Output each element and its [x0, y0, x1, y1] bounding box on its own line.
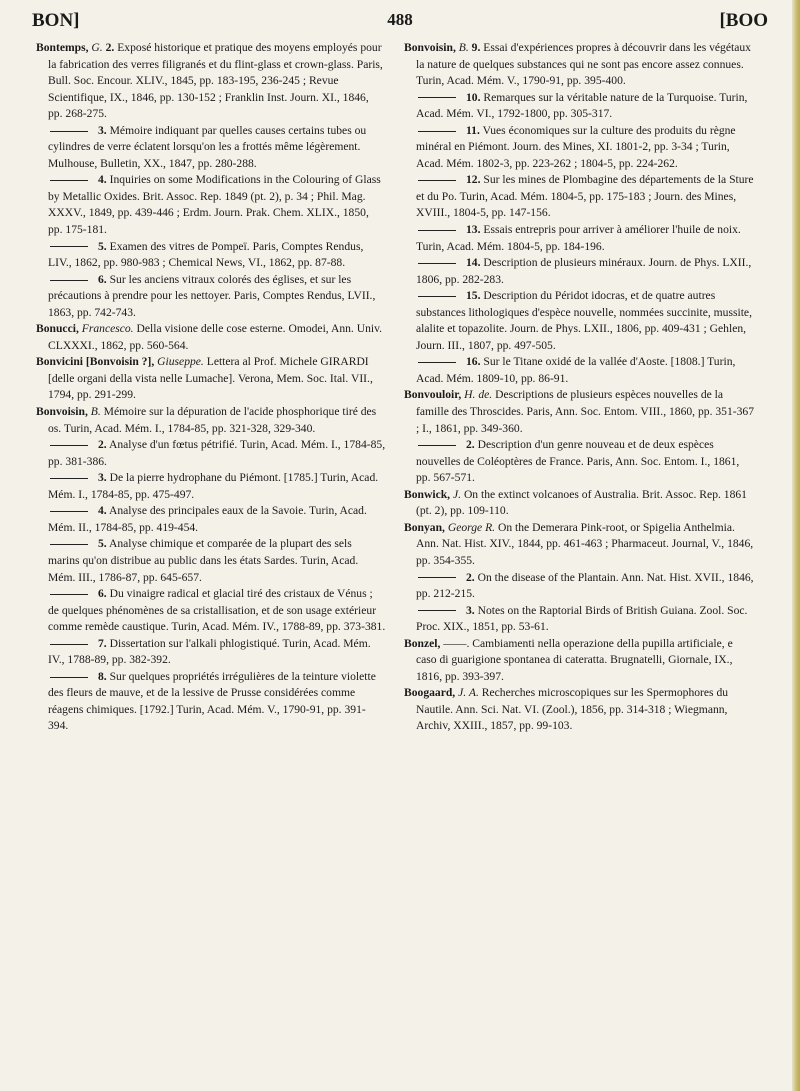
- ditto-rule: [418, 296, 456, 297]
- entry-number: 2.: [466, 570, 475, 584]
- entry-author: G.: [91, 41, 103, 54]
- bibliography-entry: [404, 387, 754, 437]
- entry-number: 12.: [466, 173, 481, 187]
- entry-author-dash: ——.: [443, 636, 470, 650]
- entry-author: B.: [458, 41, 469, 54]
- entry-text: Cambiamenti nella operazione della pupilla artificiale, e caso di guarigione spontanea di cateratta. Brugnatelli, Giornale, IX., 1816, pp. 393-397.: [416, 636, 733, 683]
- entry-text: Mémoire indiquant par quelles causes certains tubes ou cylindres de verre éclatent lorsqu'on les a frottés même légèrement. Mulhouse, Bulletin, XX., 1847, pp. 280-288.: [48, 123, 367, 170]
- ditto-rule: [50, 594, 88, 595]
- entry-number: 9.: [471, 41, 481, 54]
- entry-text: Analyse chimique et comparée de la plupart des sels marins qu'on distribue au public dans les états Sardes. Turin, Acad. Mém. III., 1786-87, pp. 645-657.: [48, 537, 359, 584]
- ditto-rule: [418, 97, 456, 98]
- entry-number: 11.: [466, 123, 480, 137]
- bibliography-entry: [36, 272, 386, 322]
- ditto-rule: [50, 280, 88, 281]
- entry-number: 4.: [98, 504, 107, 518]
- entry-number: 3.: [466, 603, 475, 617]
- entry-text: Description de plusieurs minéraux. Journ. de Phys. LXII., 1806, pp. 282-283.: [416, 256, 752, 286]
- entry-author: Giuseppe.: [157, 355, 204, 369]
- ditto-rule: [418, 263, 456, 264]
- entry-headword: Bontemps,: [36, 41, 89, 54]
- entry-text: Sur les mines de Plombagine des départements de la Sture et du Po. Turin, Acad. Mém. 1804-5, pp. 175-183 ; Journ. des Mines, XVIII., 1804-5, pp. 147-156.: [416, 173, 754, 220]
- bibliography-entry: [36, 503, 386, 536]
- bibliography-entry: [404, 603, 754, 636]
- bibliography-entry: [404, 487, 754, 520]
- bibliography-entry: [36, 586, 386, 636]
- entry-text: Description du Péridot idocras, et de quatre autres substances lithologiques d'espèce nouvelle, nommées succinite, mussite, alalite et topazolite. Journ. de Phys. LXII., 1806, pp. 409-431 ; Gehlen, Journ. III., 1807, pp. 497-505.: [416, 289, 752, 352]
- ditto-rule: [50, 246, 88, 247]
- ditto-rule: [418, 362, 456, 363]
- bibliography-entry: [36, 669, 386, 735]
- ditto-rule: [50, 644, 88, 645]
- ditto-rule: [418, 131, 456, 132]
- entry-headword: Bonyan,: [404, 520, 445, 534]
- entry-author: J.: [452, 487, 462, 501]
- entry-number: 5.: [98, 239, 107, 253]
- entry-number: 13.: [466, 223, 481, 237]
- entry-number: 10.: [466, 90, 481, 104]
- entry-number: 2.: [98, 438, 107, 452]
- right-column: [404, 40, 754, 735]
- entry-text: Sur les anciens vitraux colorés des églises, et sur les précautions à prendre pour les nettoyer. Paris, Comptes Rendus, LVII., 1863, pp. 742-743.: [48, 272, 376, 319]
- entry-number: 2.: [466, 438, 475, 452]
- entry-headword: Bonvoisin,: [404, 41, 456, 54]
- entry-text: Della visione delle cose esterne. Omodei, Ann. Univ. CLXXXI., 1862, pp. 560-564.: [48, 322, 383, 352]
- entry-headword: Bonvouloir,: [404, 388, 462, 402]
- bibliography-entry: [36, 636, 386, 669]
- bibliography-entry: [36, 470, 386, 503]
- bibliography-entry: [404, 354, 754, 387]
- bibliography-entry: [404, 255, 754, 288]
- bibliography-entry: [36, 123, 386, 173]
- entry-text: On the disease of the Plantain. Ann. Nat. Hist. XVII., 1846, pp. 212-215.: [416, 570, 754, 601]
- bibliography-entry: [404, 222, 754, 255]
- bibliography-entry: [404, 570, 754, 603]
- entry-text: Vues économiques sur la culture des produits du règne minéral en Piémont. Journ. des Mines, XI. 1801-2, pp. 3-34 ; Turin, Acad. Mém. 1802-3, pp. 223-262 ; 1804-5, pp. 224-262.: [416, 123, 736, 170]
- bibliography-entry: [36, 437, 386, 470]
- entry-text: Analyse des principales eaux de la Savoie. Turin, Acad. Mém. II., 1784-85, pp. 419-454.: [48, 504, 367, 534]
- entry-headword: Boogaard,: [404, 686, 456, 700]
- entry-text: Essais entrepris pour arriver à améliorer l'huile de noix. Turin, Acad. Mém. 1804-5, pp. 184-196.: [416, 223, 741, 253]
- entry-text: Sur quelques propriétés irrégulières de la teinture violette des fleurs de mauve, et de la lessive de Prusse considérées comme réagens chimiques. [1792.] Turin, Acad. Mém. V., 1790-91, pp. 391-394.: [48, 669, 376, 733]
- entry-number: 8.: [98, 669, 107, 683]
- ditto-rule: [418, 610, 456, 611]
- entry-number: 3.: [98, 471, 107, 485]
- bibliography-entry: [36, 404, 386, 437]
- entry-text: Recherches microscopiques sur les Spermophores du Nautile. Ann. Sci. Nat. VI. (Zool.), 1856, pp. 314-318 ; Wiegmann, Archiv, XXIII., 1857, pp. 99-103.: [416, 686, 729, 733]
- bibliography-entry: [404, 172, 754, 222]
- entry-number: 3.: [98, 123, 107, 137]
- ditto-rule: [418, 180, 456, 181]
- bibliography-entry: [36, 172, 386, 238]
- entry-author: George R.: [447, 520, 496, 534]
- entry-text: On the extinct volcanoes of Australia. Brit. Assoc. Rep. 1861 (pt. 2), pp. 109-110.: [416, 487, 747, 518]
- entry-text: Remarques sur la véritable nature de la Turquoise. Turin, Acad. Mém. VI., 1792-1800, pp. 305-317.: [416, 90, 748, 121]
- entry-text: Lettera al Prof. Michele GIRARDI [delle organi della vista nelle Lumache]. Verona, Mem. Soc. Ital. VII., 1794, pp. 291-299.: [48, 355, 373, 402]
- entry-text: On the Demerara Pink-root, or Spigelia Anthelmia. Ann. Nat. Hist. XIV., 1844, pp. 461-463 ; Pharmaceut. Journal, V., 1846, pp. 354-355.: [416, 520, 754, 567]
- entry-number: 16.: [466, 355, 481, 369]
- entry-text: Descriptions de plusieurs espèces nouvelles de la famille des Throscides. Paris, Ann. Soc. Entom. VIII., 1860, pp. 351-367 ; I., 1861, pp. 349-360.: [416, 388, 755, 435]
- entry-number: 7.: [98, 636, 107, 650]
- entry-text: De la pierre hydrophane du Piémont. [1785.] Turin, Acad. Mém. I., 1784-85, pp. 475-497.: [48, 471, 379, 501]
- entry-headword: Bonwick,: [404, 487, 451, 501]
- left-column: [36, 40, 386, 735]
- page-edge: [792, 0, 800, 1091]
- entry-text: Examen des vitres de Pompeï. Paris, Comptes Rendus, LIV., 1862, pp. 980-983 ; Chemical News, VI., 1862, pp. 87-88.: [48, 239, 364, 270]
- ditto-rule: [50, 677, 88, 678]
- entry-text: Dissertation sur l'alkali phlogistiqué. Turin, Acad. Mém. IV., 1788-89, pp. 382-392.: [48, 636, 371, 667]
- bibliography-entry: [404, 40, 754, 90]
- ditto-rule: [50, 544, 88, 545]
- bibliography-entry: [404, 288, 754, 354]
- entry-text: Essai d'expériences propres à découvrir dans les végétaux la nature de quelques substances qui ne sont pas encore assez connues. Turin, Acad. Mém. V., 1790-91, pp. 395-400.: [416, 41, 751, 88]
- entry-headword: Bonvoisin,: [36, 405, 88, 419]
- ditto-rule: [418, 445, 456, 446]
- entry-text: Inquiries on some Modifications in the Colouring of Glass by Metallic Oxides. Brit. Assoc. Rep. 1849 (pt. 2), p. 34 ; Phil. Mag. XXXV., 1849, pp. 439-446 ; Erdm. Journ. Prak. Chem. XLIX., 1850, pp. 175-181.: [48, 173, 381, 237]
- ditto-rule: [50, 478, 88, 479]
- page-header: [32, 10, 768, 36]
- bibliography-entry: [404, 636, 754, 686]
- bibliography-entry: [36, 354, 386, 404]
- bibliography-entry: [36, 40, 386, 123]
- bibliography-entry: [36, 321, 386, 354]
- entry-author: H. de.: [464, 388, 493, 402]
- entry-author: Francesco.: [81, 322, 134, 336]
- entry-text: Du vinaigre radical et glacial tiré des cristaux de Vénus ; de quelques phénomènes de sa cristallisation, et de son usage extérieur comme remède caustique. Turin, Acad. Mém. IV., 1788-89, pp. 373-381.: [48, 587, 386, 634]
- entry-headword: Bonzel,: [404, 636, 441, 650]
- entry-text: Sur le Titane oxidé de la vallée d'Aoste. [1808.] Turin, Acad. Mém. 1809-10, pp. 86-91.: [416, 355, 736, 385]
- entry-text: Notes on the Raptorial Birds of British Guiana. Zool. Soc. Proc. XIX., 1851, pp. 53-61.: [416, 603, 748, 634]
- bibliography-entry: [404, 520, 754, 570]
- header-right: [BOO: [719, 10, 768, 31]
- ditto-rule: [50, 445, 88, 446]
- entry-headword: Bonucci,: [36, 322, 79, 336]
- entry-headword: Bonvicini [Bonvoisin ?],: [36, 355, 155, 369]
- page-number: 488: [387, 10, 413, 29]
- bibliography-entry: [404, 90, 754, 123]
- entry-number: 6.: [98, 587, 107, 601]
- entry-text: Analyse d'un fœtus pétrifié. Turin, Acad. Mém. I., 1784-85, pp. 381-386.: [48, 438, 386, 468]
- header-left: BON]: [32, 10, 80, 31]
- entry-number: 4.: [98, 173, 107, 187]
- entry-number: 15.: [466, 289, 481, 303]
- bibliography-entry: [36, 536, 386, 586]
- ditto-rule: [418, 230, 456, 231]
- ditto-rule: [418, 577, 456, 578]
- entry-text: Mémoire sur la dépuration de l'acide phosphorique tiré des os. Turin, Acad. Mém. I., 1784-85, pp. 321-328, 329-340.: [48, 405, 377, 435]
- bibliography-entry: [404, 685, 754, 735]
- bibliography-entry: [36, 239, 386, 272]
- entry-number: 14.: [466, 256, 481, 270]
- entry-number: 6.: [98, 272, 107, 286]
- ditto-rule: [50, 511, 88, 512]
- ditto-rule: [50, 180, 88, 181]
- entry-text: Description d'un genre nouveau et de deux espèces nouvelles de Coléoptères de France. Paris, Ann. Soc. Entom. I., 1861, pp. 567-571.: [416, 438, 740, 485]
- entry-author: B.: [90, 405, 101, 419]
- entry-text: Exposé historique et pratique des moyens employés pour la fabrication des verres filigranés et du flint-glass et crown-glass. Paris, Bull. Soc. Encour. XLIV., 1845, pp. 183-195, 236-245 ; Revue Scientifique, IX., 1846, pp. 130-152 ; Franklin Inst. Journ. XI., 1846, pp. 268-275.: [48, 41, 383, 121]
- entry-number: 2.: [105, 41, 115, 54]
- bibliography-entry: [404, 123, 754, 173]
- entry-number: 5.: [98, 537, 107, 551]
- bibliography-entry: [404, 437, 754, 487]
- ditto-rule: [50, 131, 88, 132]
- entry-author: J. A.: [458, 686, 479, 700]
